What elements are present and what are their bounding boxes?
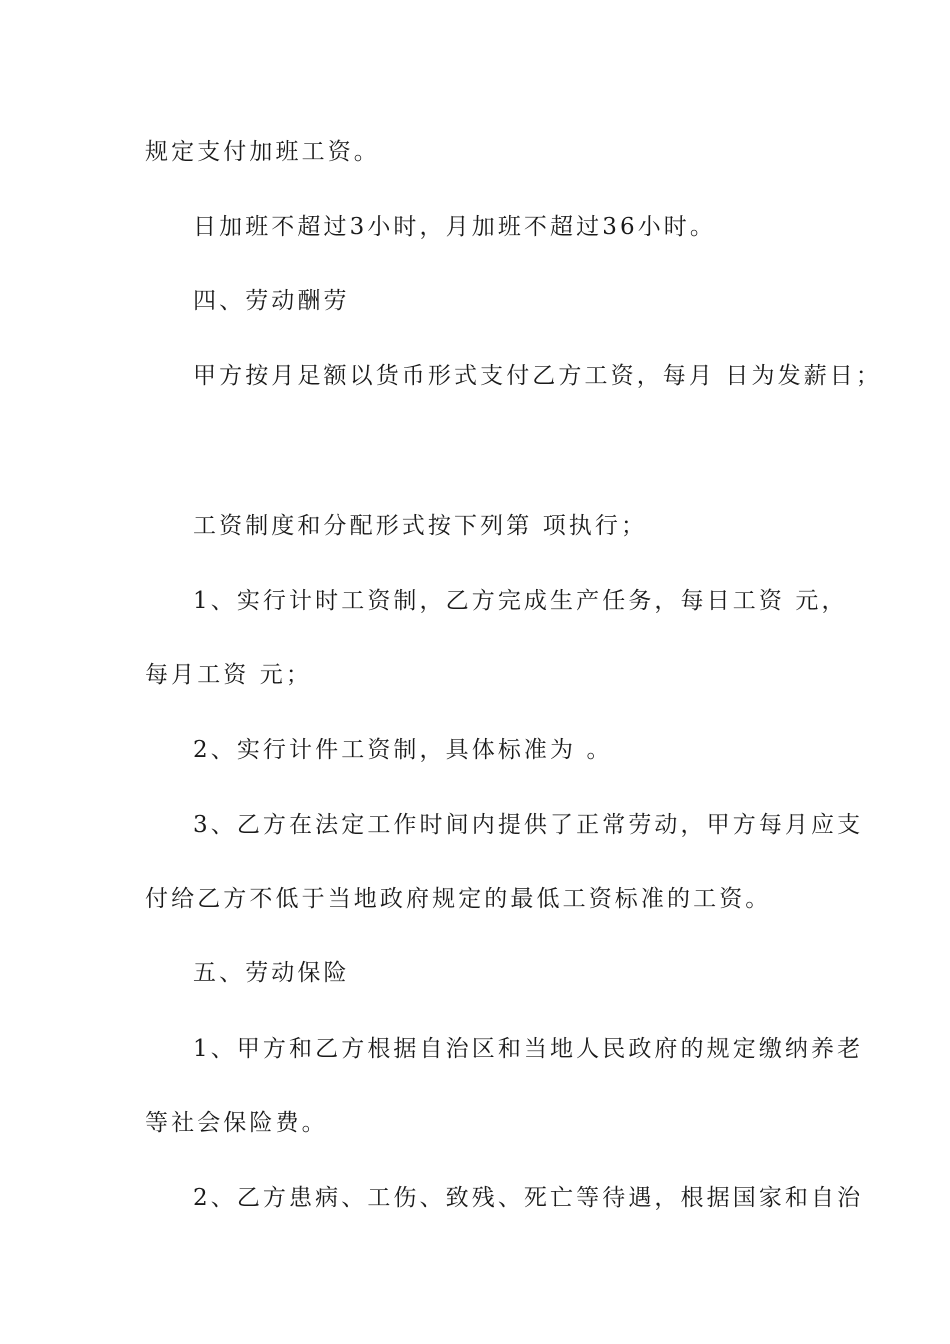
paragraph-line: 付给乙方不低于当地政府规定的最低工资标准的工资。 xyxy=(145,886,772,912)
paragraph-line: 2、实行计件工资制，具体标准为 。 xyxy=(193,737,613,763)
section-heading: 四、劳动酬劳 xyxy=(193,288,350,314)
paragraph-line: 2、乙方患病、工伤、致残、死亡等待遇，根据国家和自治 xyxy=(193,1185,864,1211)
paragraph-line: 3、乙方在法定工作时间内提供了正常劳动，甲方每月应支 xyxy=(193,812,864,838)
paragraph-line: 1、甲方和乙方根据自治区和当地人民政府的规定缴纳养老 xyxy=(193,1036,864,1062)
paragraph-line: 1、实行计时工资制，乙方完成生产任务，每日工资 元， xyxy=(193,588,848,614)
paragraph-line: 等社会保险费。 xyxy=(145,1110,328,1136)
paragraph-line: 工资制度和分配形式按下列第 项执行； xyxy=(193,513,648,539)
paragraph-line: 每月工资 元； xyxy=(145,662,313,688)
paragraph-line: 规定支付加班工资。 xyxy=(145,139,380,165)
paragraph-line: 日加班不超过3小时，月加班不超过36小时。 xyxy=(193,214,716,240)
paragraph-line: 甲方按月足额以货币形式支付乙方工资，每月 日为发薪日； xyxy=(193,363,883,389)
section-heading: 五、劳动保险 xyxy=(193,960,350,986)
